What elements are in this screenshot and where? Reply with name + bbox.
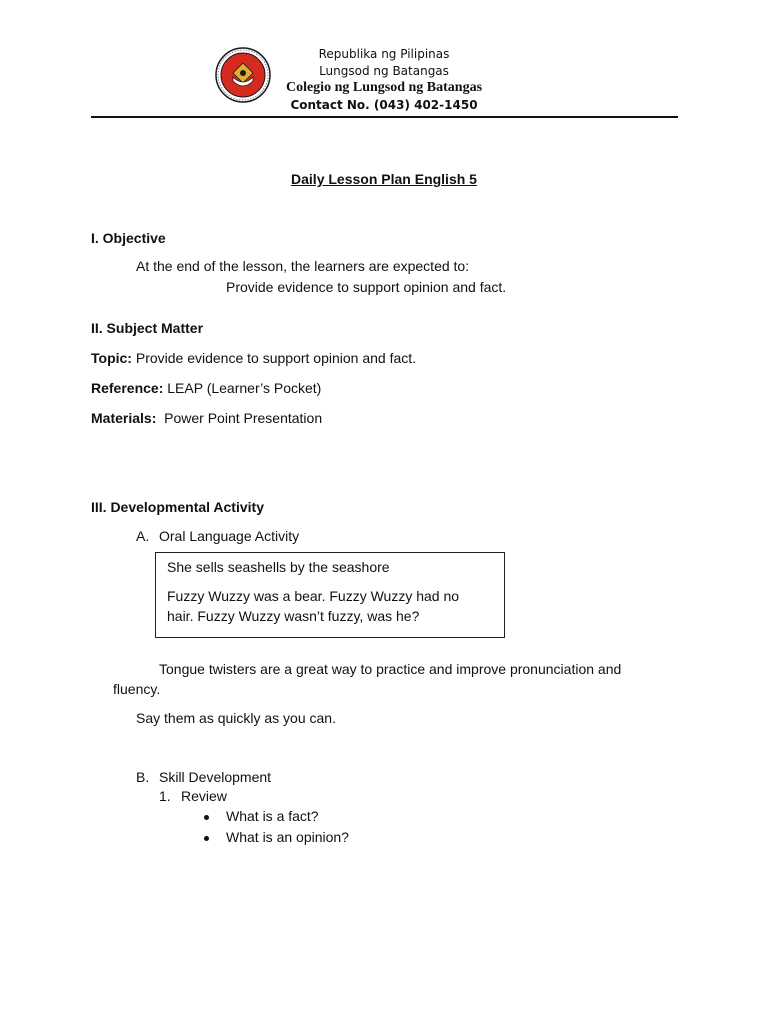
oral-language-label: Oral Language Activity bbox=[159, 528, 300, 544]
materials-value: Power Point Presentation bbox=[156, 410, 323, 426]
developmental-heading: III. Developmental Activity bbox=[91, 499, 264, 515]
reference-line bbox=[91, 380, 321, 396]
tongue-twister-2b: hair. Fuzzy Wuzzy wasn’t fuzzy, was he? bbox=[167, 608, 420, 624]
topic-line bbox=[91, 350, 416, 366]
question-opinion: What is an opinion? bbox=[226, 829, 349, 845]
reference-value: LEAP (Learner’s Pocket) bbox=[163, 380, 322, 396]
header-city: Lungsod ng Batangas bbox=[319, 64, 449, 78]
say-quickly-text: Say them as quickly as you can. bbox=[136, 710, 336, 726]
header-contact: Contact No. (043) 402-1450 bbox=[290, 98, 478, 112]
list-marker-a: A. bbox=[136, 528, 150, 544]
bullet-icon bbox=[204, 815, 209, 820]
list-marker-b: B. bbox=[136, 769, 150, 785]
topic-label: Topic: bbox=[91, 350, 132, 366]
review-label: Review bbox=[181, 788, 227, 804]
tongue-twister-2a: Fuzzy Wuzzy was a bear. Fuzzy Wuzzy had no bbox=[167, 588, 460, 604]
skill-development-label: Skill Development bbox=[159, 769, 272, 785]
header-republic: Republika ng Pilipinas bbox=[318, 47, 450, 61]
topic-value: Provide evidence to support opinion and fact. bbox=[131, 350, 417, 366]
objective-goal: Provide evidence to support opinion and fact. bbox=[226, 279, 507, 295]
subject-matter-heading: II. Subject Matter bbox=[91, 320, 204, 336]
question-fact: What is a fact? bbox=[226, 808, 319, 824]
header-college-name: Colegio ng Lungsod ng Batangas bbox=[285, 80, 483, 95]
reference-label: Reference: bbox=[91, 380, 164, 396]
bullet-icon bbox=[204, 836, 209, 841]
tongue-twister-box bbox=[155, 552, 505, 638]
tongue-twister-paragraph-line1: Tongue twisters are a great way to practice and improve pronunciation and bbox=[159, 661, 622, 677]
page-title: Daily Lesson Plan English 5 bbox=[291, 171, 477, 187]
list-marker-1: 1. bbox=[159, 788, 171, 804]
objective-intro: At the end of the lesson, the learners are expected to: bbox=[136, 258, 470, 274]
objective-heading: I. Objective bbox=[91, 230, 166, 246]
materials-label: Materials: bbox=[91, 410, 157, 426]
materials-line bbox=[91, 410, 322, 426]
header-divider bbox=[91, 116, 678, 118]
tongue-twister-1: She sells seashells by the seashore bbox=[167, 559, 390, 575]
tongue-twister-paragraph-line2: fluency. bbox=[113, 681, 161, 697]
